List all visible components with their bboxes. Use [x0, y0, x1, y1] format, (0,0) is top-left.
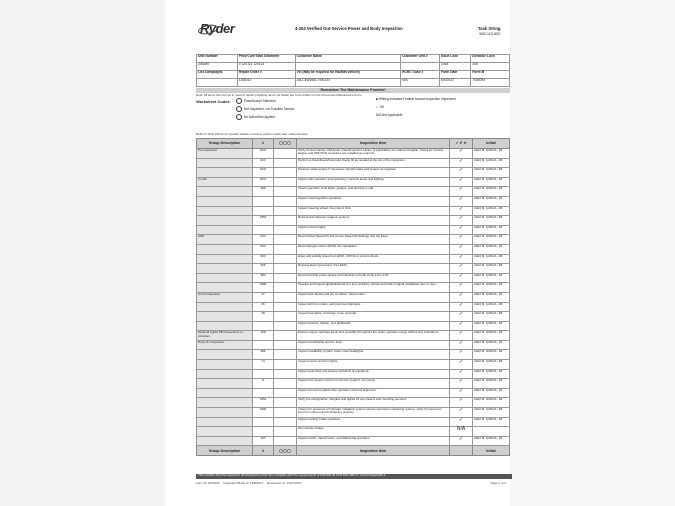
circle-codes-cell — [274, 436, 297, 446]
circle-codes-cell — [274, 235, 297, 245]
initial-cell: ALEX M. GARCIA - 1B — [473, 273, 510, 283]
inspection-item-cell: Verify fire extinguisher, triangles and tighter kit are present and mounting secured. — [297, 398, 450, 408]
initial-cell: ALEX M. GARCIA - 1B — [473, 177, 510, 187]
initial-cell: ALEX M. GARCIA - 1B — [473, 292, 510, 302]
group-cell — [197, 398, 253, 408]
code-cell: 384 — [253, 273, 274, 283]
check-cell: ✓ — [450, 177, 473, 187]
code-cell: 602 — [253, 235, 274, 245]
code-cell: 603 — [253, 244, 274, 254]
code-cell: 1811 — [253, 177, 274, 187]
initial-cell: ALEX M. GARCIA - 1B — [473, 254, 510, 264]
table-row — [197, 331, 510, 341]
initial-cell: ALEX M. GARCIA - 1B — [473, 340, 510, 350]
group-cell — [197, 436, 253, 446]
footer-initial: Initial — [473, 446, 510, 456]
inspection-item-cell: Record Fleet Speed ID and Cruise Speed ID Settings. Set the Fleet. — [297, 235, 450, 245]
table-row — [197, 244, 510, 254]
check-cell: ✓ — [450, 360, 473, 370]
code-cell: 258 — [253, 331, 274, 341]
circle-codes-cell — [274, 302, 297, 312]
initial-cell: ALEX M. GARCIA - 1B — [473, 216, 510, 226]
rcrc-label: RCRC Case # — [402, 70, 424, 74]
code-cell: 1996 — [253, 408, 274, 418]
circle-codes-cell — [274, 216, 297, 226]
circle-codes-cell — [274, 283, 297, 293]
worksheet-right-code-1: ■ Writing Indicates Federal Annual Inspection Implement — [376, 97, 456, 101]
circle-codes-cell — [274, 388, 297, 398]
inspection-table — [196, 138, 510, 456]
circle-codes-cell — [274, 225, 297, 235]
check-cell: ✓ — [450, 398, 473, 408]
check-cell: ✓ — [450, 244, 473, 254]
code-cell — [253, 427, 274, 437]
initial-cell: ALEX M. GARCIA - 1B — [473, 283, 510, 293]
circle-codes-cell — [274, 369, 297, 379]
check-cell: ✓ — [450, 283, 473, 293]
code-cell: 364 — [253, 254, 274, 264]
certification-bar: This certifies that the inspection documented on this form complies with the requirements of FMCSR 49 CFR Part 396.17-.23 and Appendix A — [196, 474, 512, 479]
check-cell: ✓ — [450, 388, 473, 398]
check-cell: ✓ — [450, 340, 473, 350]
group-cell — [197, 264, 253, 274]
footer-circles: ◯◯◯ — [274, 446, 297, 456]
inspection-item-cell: Enter odd vehicle notes from ECM - CPI/14 or current check. — [297, 254, 450, 264]
footer-form-m: Form M: 2023493 — [196, 481, 220, 485]
customer-name-label: Customer Name — [296, 54, 322, 58]
group-cell — [197, 388, 253, 398]
inspection-item-cell: Inspect interior and turn lights. — [297, 360, 450, 370]
group-cell — [197, 302, 253, 312]
initial-cell: ALEX M. GARCIA - 1B — [473, 149, 510, 159]
check-cell: ✓ — [450, 292, 473, 302]
footer-inspection-item: Inspection Item — [297, 446, 450, 456]
code-cell: 26 — [253, 302, 274, 312]
inspection-item-cell: Inspect axle blocks and tire condition. Clean tubes. — [297, 292, 450, 302]
check-cell: ✓ — [450, 273, 473, 283]
na-icon: N/A — [376, 113, 382, 117]
inspection-item-cell: Inspect all control plastic litter operation and tool alignment. — [297, 388, 450, 398]
code-cell: 366 — [253, 264, 274, 274]
group-cell — [197, 369, 253, 379]
table-row — [197, 360, 510, 370]
group-cell — [197, 283, 253, 293]
circle-codes-cell — [274, 187, 297, 197]
circle-codes-cell — [274, 360, 297, 370]
check-cell: ✓ — [450, 158, 473, 168]
table-row — [197, 168, 510, 178]
group-cell — [197, 216, 253, 226]
code-cell: 2958 — [253, 283, 274, 293]
inspection-item-cell: Inspect parking brake operation. — [297, 417, 450, 427]
initial-cell: ALEX M. GARCIA - 1B — [473, 206, 510, 216]
domicile-locn-label: Domicile Locn — [472, 54, 495, 58]
worksheet-code-2: Not Inspected, not Possible Service — [236, 106, 294, 112]
header-table — [196, 54, 510, 87]
group-cell — [197, 254, 253, 264]
circle-codes-cell — [274, 350, 297, 360]
inspection-item-cell: Inspect seat belts and sleeper restraints (if equipped). — [297, 369, 450, 379]
initial-cell: ALEX M. GARCIA - 1B — [473, 264, 510, 274]
repair-order: 1306111 — [238, 78, 252, 82]
circle-codes-cell — [274, 196, 297, 206]
group-cell: Optional Lights PM Inspections or Activities — [197, 331, 253, 341]
unit-number-label: Unit Number — [198, 54, 218, 58]
inspection-item-cell: Verify Annual vehicle, PM decal, plate/inspection sticker (if applicable) are valid and legible. Check for Vehicle Engine and DPF/SCR emissions are installed as required. — [297, 149, 450, 159]
check-cell: ✓ — [450, 408, 473, 418]
initial-cell: ALEX M. GARCIA - 1B — [473, 187, 510, 197]
code-cell: 8 — [253, 379, 274, 389]
col-inspection-item: Inspection Item — [297, 139, 450, 149]
circle-icon — [236, 98, 242, 104]
check-cell: ✓ — [450, 187, 473, 197]
initial-cell: ALEX M. GARCIA - 1B — [473, 331, 510, 341]
initial-cell: ALEX M. GARCIA - 1B — [473, 321, 510, 331]
initial-cell: ALEX M. GARCIA - 1B — [473, 302, 510, 312]
task-string — [478, 27, 501, 36]
initial-cell: ALEX M. GARCIA - 1B — [473, 350, 510, 360]
group-cell — [197, 168, 253, 178]
table-footer-row — [197, 446, 510, 456]
inspection-item-cell: Retrieve Event (pressure) from ECM. — [297, 264, 450, 274]
inspection-item-cell: Inspect fuel tanks, crossings, hose, and cap. — [297, 312, 450, 322]
col-circles: ◯◯◯ — [274, 139, 297, 149]
circle-codes-cell — [274, 379, 297, 389]
code-cell: 386 — [253, 350, 274, 360]
rcrc: N/A — [402, 78, 408, 82]
check-cell: ✓ — [450, 196, 473, 206]
form-date-label: Form Date — [440, 70, 458, 74]
initial-cell — [473, 427, 510, 437]
sop-note: Refer to SOP 160.41 for specific details on how to perform each step outlined below. — [196, 132, 309, 136]
inspection-item-cell: Ensure engine operates freely and smoothly throughout the entire operation range without any indications. — [297, 331, 450, 341]
form-m: 7004093 — [472, 78, 486, 82]
circle-icon — [236, 114, 242, 120]
inspection-item-cell: Inspect first system control in lock line (repair if not noted). — [297, 379, 450, 389]
table-row — [197, 312, 510, 322]
code-cell — [253, 196, 274, 206]
circle-codes-cell — [274, 398, 297, 408]
code-cell: 1911 — [253, 168, 274, 178]
domicile-locn: 308 — [472, 62, 478, 66]
group-cell — [197, 360, 253, 370]
odometer: 0 120113 120113 — [238, 62, 265, 66]
inspection-item-cell: Refresh and discover reagent systems. — [297, 216, 450, 226]
group-cell — [197, 408, 253, 418]
check-cell: ✓ — [450, 264, 473, 274]
document-page — [190, 14, 510, 500]
circle-codes-cell — [274, 206, 297, 216]
initial-cell: ALEX M. GARCIA - 1B — [473, 417, 510, 427]
initial-cell: ALEX M. GARCIA - 1B — [473, 408, 510, 418]
task-string-value: 995-113-652 — [479, 31, 501, 36]
table-row — [197, 235, 510, 245]
page-number: Page 1 of 5 — [490, 481, 506, 485]
initial-cell: ALEX M. GARCIA - 1B — [473, 398, 510, 408]
form-m-label: Form M — [472, 70, 485, 74]
table-header-row — [197, 139, 510, 149]
vin-label: Vin (May be required for HazMat vehicle) — [296, 70, 360, 74]
check-cell: ✓ — [450, 436, 473, 446]
circle-codes-cell — [274, 292, 297, 302]
inspection-item-cell: Record all fault codes (active and inactive) on Fault Code Form 4-97. — [297, 273, 450, 283]
table-row — [197, 149, 510, 159]
group-cell — [197, 244, 253, 254]
initial-cell: ALEX M. GARCIA - 1B — [473, 388, 510, 398]
group-cell: Cinch Inspection — [197, 292, 253, 302]
group-cell — [197, 312, 253, 322]
circle-codes-cell — [274, 254, 297, 264]
task-string-label: Task String — [478, 26, 501, 31]
circle-codes-cell — [274, 331, 297, 341]
group-cell — [197, 187, 253, 197]
code-cell: 1653 — [253, 398, 274, 408]
code-cell: 74 — [253, 360, 274, 370]
check-cell: ✓ — [450, 216, 473, 226]
inspection-item-cell: Perform a Cleanliness/Cosmetic check, fill as needed at the tire of the inspection. — [297, 158, 450, 168]
circle-codes-cell — [274, 158, 297, 168]
inspection-item-cell: Inspect interior lights. — [297, 225, 450, 235]
check-cell: ✓ — [450, 254, 473, 264]
circle-icon — [236, 106, 242, 112]
group-cell — [197, 427, 253, 437]
vin: JALC4W166L7000134 — [296, 78, 330, 82]
group-cell — [197, 417, 253, 427]
initial-cell: ALEX M. GARCIA - 1B — [473, 312, 510, 322]
group-cell — [197, 350, 253, 360]
footer-group-description: Group Description — [197, 446, 253, 456]
group-cell — [197, 158, 253, 168]
group-cell — [197, 206, 253, 216]
col-initial: Initial — [473, 139, 510, 149]
circle-codes-cell — [274, 408, 297, 418]
col-group-description: Group Description — [197, 139, 253, 149]
check-cell: ✓ — [450, 321, 473, 331]
table-row — [197, 196, 510, 206]
repair-order-label: Repair Order # — [238, 70, 262, 74]
check-cell: ✓ — [450, 225, 473, 235]
initial-cell: ALEX M. GARCIA - 1B — [473, 379, 510, 389]
check-cell: ✓ — [450, 206, 473, 216]
group-cell: In Cab — [197, 177, 253, 187]
table-row — [197, 427, 510, 437]
worksheet-right-code-2: ✓ OK — [376, 105, 385, 109]
table-row — [197, 264, 510, 274]
form-date: 6/4/2022 — [440, 78, 454, 82]
circle-codes-cell — [274, 168, 297, 178]
table-row — [197, 408, 510, 418]
group-cell — [197, 196, 253, 206]
form-title: 4-254 Verified Out-Service Power and Body Inspection — [295, 26, 403, 31]
customer-unit-label: Customer Unit # — [402, 54, 428, 58]
initial-cell: ALEX M. GARCIA - 1B — [473, 158, 510, 168]
circle-codes-cell — [274, 427, 297, 437]
issue-locn-label: Issue Locn — [440, 54, 459, 58]
inspection-item-cell: Inspect for presence of hydraulic mitigation system service electronic monitoring system, verify if present (on line) from current and functioning properly. — [297, 408, 450, 418]
inspection-item-cell: Inspect all lines, hidden, and gladhands. — [297, 321, 450, 331]
col-check: ✓ ✗ ✕ — [450, 139, 473, 149]
circle-codes-cell — [274, 244, 297, 254]
col-number: # — [253, 139, 274, 149]
code-cell: 386 — [253, 187, 274, 197]
circle-codes-cell — [274, 417, 297, 427]
inspection-item-cell: Check operation of all lights, gauges, and warning in cab. — [297, 187, 450, 197]
top-note: Note: All items found to be in need of repair (including items not listed) are to be written on the Preventive Maintenance Form. — [196, 93, 363, 97]
circle-codes-cell — [274, 312, 297, 322]
check-cell: ✓ — [450, 350, 473, 360]
footer-number: # — [253, 446, 274, 456]
initial-cell: ALEX M. GARCIA - 1B — [473, 235, 510, 245]
table-row — [197, 283, 510, 293]
initial-cell: ALEX M. GARCIA - 1B — [473, 436, 510, 446]
remember-banner: Remember The Maintenance Promise! — [196, 88, 510, 93]
check-cell: ✓ — [450, 235, 473, 245]
ryder-logo: Ryder — [200, 21, 235, 36]
initial-cell: ALEX M. GARCIA - 1B — [473, 360, 510, 370]
left-background — [0, 0, 165, 506]
circle-codes-cell — [274, 264, 297, 274]
square-icon: ■ — [376, 97, 378, 101]
circle-codes-cell — [274, 177, 297, 187]
table-row — [197, 379, 510, 389]
inspection-item-cell: Inspect cab operation and operating / controls areas and lighting. — [297, 177, 450, 187]
page-footer — [196, 482, 510, 485]
initial-cell: ALEX M. GARCIA - 1B — [473, 225, 510, 235]
table-row — [197, 436, 510, 446]
group-cell — [197, 225, 253, 235]
worksheet-code-3: No Action/Not Applied — [236, 114, 275, 120]
check-cell: ✓ — [450, 302, 473, 312]
code-cell: 1853 — [253, 216, 274, 226]
code-cell: 28 — [253, 312, 274, 322]
inspection-item-cell: Record Engine Hours (ECM). Do calculation. — [297, 244, 450, 254]
right-background — [510, 0, 675, 506]
check-cell: N/A — [450, 427, 473, 437]
inspection-item-cell: Inspect readability of plant mains view headlights. — [297, 350, 450, 360]
check-cell: ✓ — [450, 331, 473, 341]
check-cell: ✓ — [450, 379, 473, 389]
circle-codes-cell — [274, 340, 297, 350]
code-cell: 1011 — [253, 149, 274, 159]
odometer-label: Prior/Curr/Total Odometer — [238, 54, 280, 58]
inspection-item-cell: Inspect windshields and tire lines. — [297, 340, 450, 350]
inspection-item-cell: Inspect steer/regulator operation. — [297, 196, 450, 206]
initial-cell: ALEX M. GARCIA - 1B — [473, 196, 510, 206]
code-cell: 643 — [253, 158, 274, 168]
list-campaigns-label: List Campaigns — [198, 70, 223, 74]
initial-cell: ALEX M. GARCIA - 1B — [473, 168, 510, 178]
check-cell: ✓ — [450, 168, 473, 178]
check-cell: ✓ — [450, 417, 473, 427]
inspection-item-cell: Test service brakes. — [297, 427, 450, 437]
worksheet-codes-title: Worksheet Codes — [196, 99, 230, 104]
circle-codes-cell — [274, 149, 297, 159]
group-cell — [197, 273, 253, 283]
inspection-item-cell: Pressure wash engine if necessary, identify leaks and inspect as required. — [297, 168, 450, 178]
circle-codes-cell — [274, 273, 297, 283]
worksheet-code-1: Pass/Accept Standard — [236, 98, 276, 104]
issue-locn: 1018 — [440, 62, 449, 66]
group-cell: ASD — [197, 235, 253, 245]
inspection-item-cell: Operate and inspect applicable/rear (for any) auxiliary vehicle and trailer original installation item or item. — [297, 283, 450, 293]
code-cell — [253, 417, 274, 427]
footer-inspection-blank: Inspection Blank Id: 14583417 — [223, 481, 264, 485]
table-row — [197, 292, 510, 302]
footer-check — [450, 446, 473, 456]
circle-codes-cell — [274, 321, 297, 331]
group-cell: Drive On Inspection — [197, 340, 253, 350]
group-cell — [197, 379, 253, 389]
check-cell: ✓ — [450, 312, 473, 322]
inspection-item-cell: Inspect steering wheel, free play in limit. — [297, 206, 450, 216]
code-cell: 797 — [253, 436, 274, 446]
initial-cell: ALEX M. GARCIA - 1B — [473, 369, 510, 379]
inspection-item-cell: Inspect clutch, transmission, and differential operation. — [297, 436, 450, 446]
unit-number: 345289 — [198, 62, 210, 66]
check-cell: ✓ — [450, 369, 473, 379]
inspection-item-cell: Inspect all tire in place, and point tool tightness. — [297, 302, 450, 312]
check-icon: ✓ — [376, 105, 379, 109]
worksheet-right-code-3: N/A Not Applicable — [376, 113, 403, 117]
code-cell: 27 — [253, 292, 274, 302]
initial-cell: ALEX M. GARCIA - 1B — [473, 244, 510, 254]
footer-revised: Revised as of: 10/27/2021 — [266, 481, 302, 485]
check-cell: ✓ — [450, 149, 473, 159]
group-cell: Pre-Inspection — [197, 149, 253, 159]
table-row — [197, 216, 510, 226]
